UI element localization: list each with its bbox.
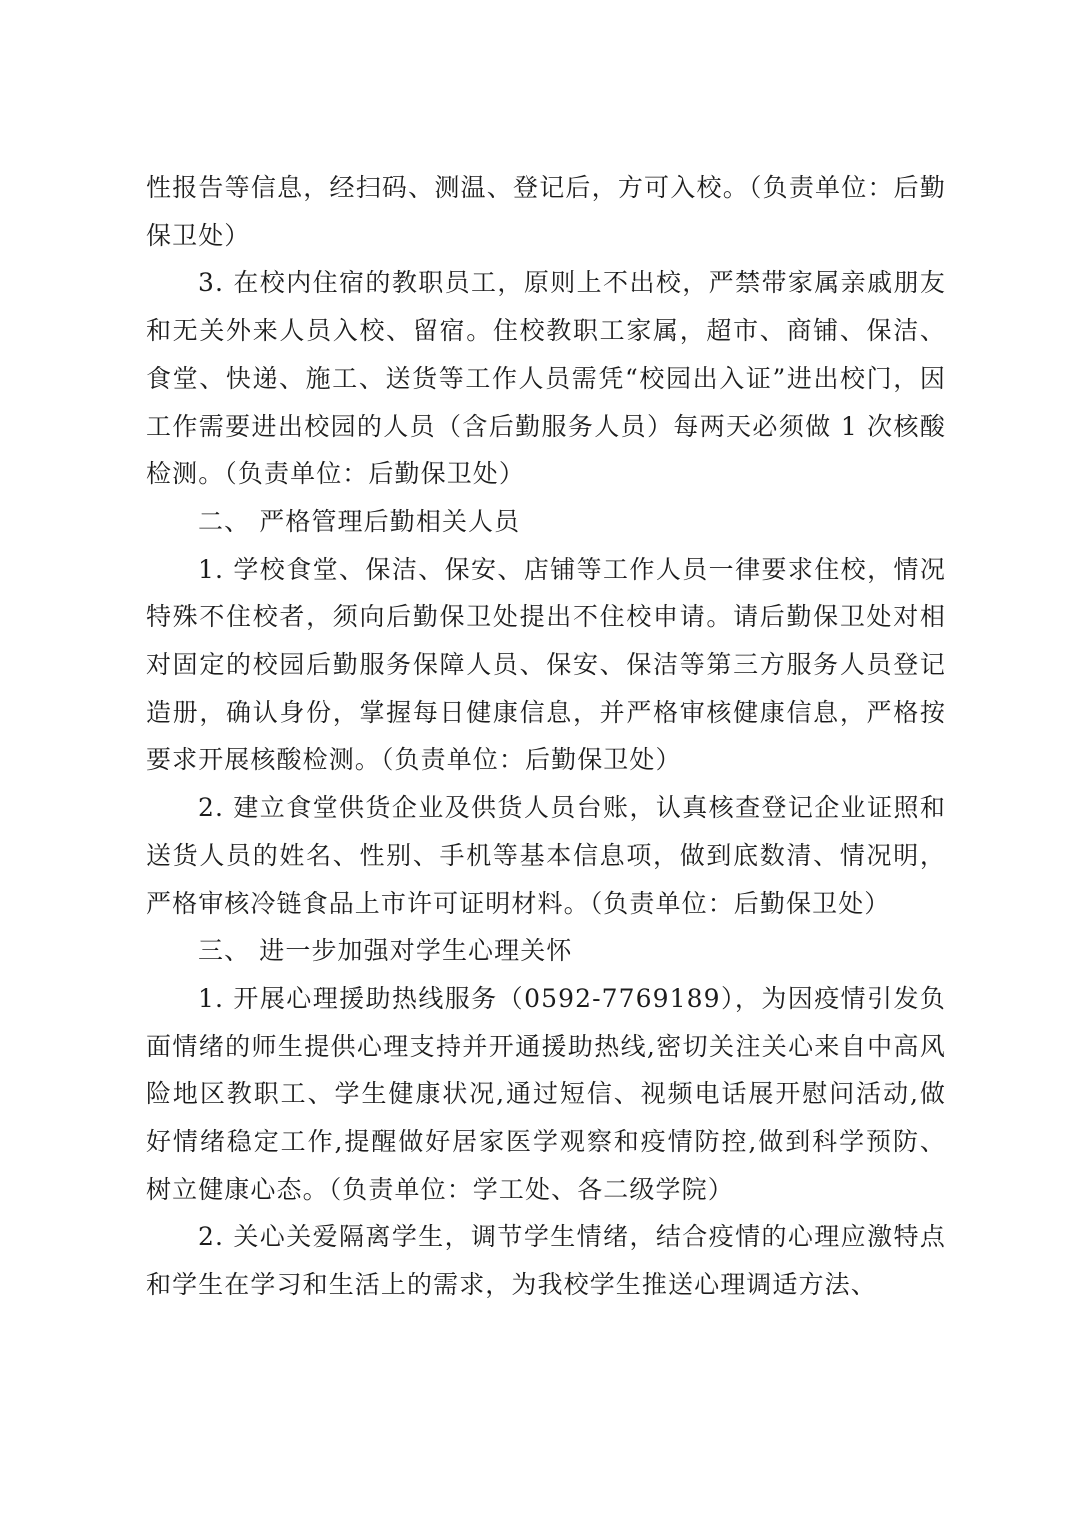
section-heading-3: 三、 进一步加强对学生心理关怀	[198, 936, 573, 966]
paragraph-item-3-residence: 3. 在校内住宿的教职员工，原则上不出校，严禁带家属亲戚朋友和无关外来人员入校、留宿。住校教职工家属，超市、商铺、保洁、食堂、快递、施工、送货等工作人员需凭“校园出入证”进出校门，因工作需要进出校园的人员（含后勤服务人员）每两天必须做 1 次核酸检测。（负责单位：后勤保卫处）	[146, 268, 946, 489]
paragraph-continuation: 性报告等信息，经扫码、测温、登记后，方可入校。（负责单位：后勤保卫处）	[146, 173, 946, 250]
section-heading-2: 二、 严格管理后勤相关人员	[198, 506, 521, 536]
document-body	[146, 164, 946, 1309]
paragraph-item-1-hotline: 1. 开展心理援助热线服务（0592-7769189），为因疫情引发负面情绪的师生提供心理支持并开通援助热线,密切关注关心来自中高风险地区教职工、学生健康状况,通过短信、视频电话展开慰问活动,做好情绪稳定工作,提醒做好居家医学观察和疫情防控,做到科学预防、树立健康心态。（负责单位：学工处、各二级学院）	[146, 983, 946, 1204]
paragraph-item-2-canteen-suppliers: 2. 建立食堂供货企业及供货人员台账，认真核查登记企业证照和送货人员的姓名、性别、手机等基本信息项，做到底数清、情况明，严格审核冷链食品上市许可证明材料。（负责单位：后勤保卫处）	[146, 793, 946, 918]
paragraph-item-1-logistics-staff: 1. 学校食堂、保洁、保安、店铺等工作人员一律要求住校，情况特殊不住校者，须向后勤保卫处提出不住校申请。请后勤保卫处对相对固定的校园后勤服务保障人员、保安、保洁等第三方服务人员登记造册，确认身份，掌握每日健康信息，并严格审核健康信息，严格按要求开展核酸检测。（负责单位：后勤保卫处）	[146, 554, 946, 775]
paragraph-item-2-quarantined-students: 2. 关心关爱隔离学生，调节学生情绪，结合疫情的心理应激特点和学生在学习和生活上的需求，为我校学生推送心理调适方法、	[146, 1222, 946, 1300]
